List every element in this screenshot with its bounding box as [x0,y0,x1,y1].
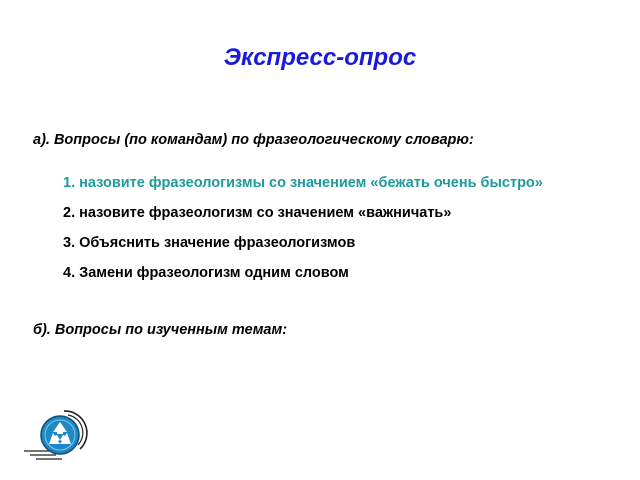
recycle-nav-button[interactable] [22,405,92,465]
question-list [63,175,543,295]
question-item-4[interactable]: 4. Замени фразеологизм одним словом [63,265,349,281]
section-a-heading: а). Вопросы (по командам) по фразеологическому словарю: [33,132,474,148]
recycle-icon [22,405,92,465]
question-item-3[interactable]: 3. Объяснить значение фразеологизмов [63,235,356,251]
section-b-heading: б). Вопросы по изученным темам: [33,322,288,338]
question-item-1[interactable]: 1. назовите фразеологизмы со значением «бежать очень быстро» [63,175,543,191]
question-item-2[interactable]: 2. назовите фразеологизм со значением «важничать» [63,205,452,221]
slide-title: Экспресс-опрос [223,44,417,71]
